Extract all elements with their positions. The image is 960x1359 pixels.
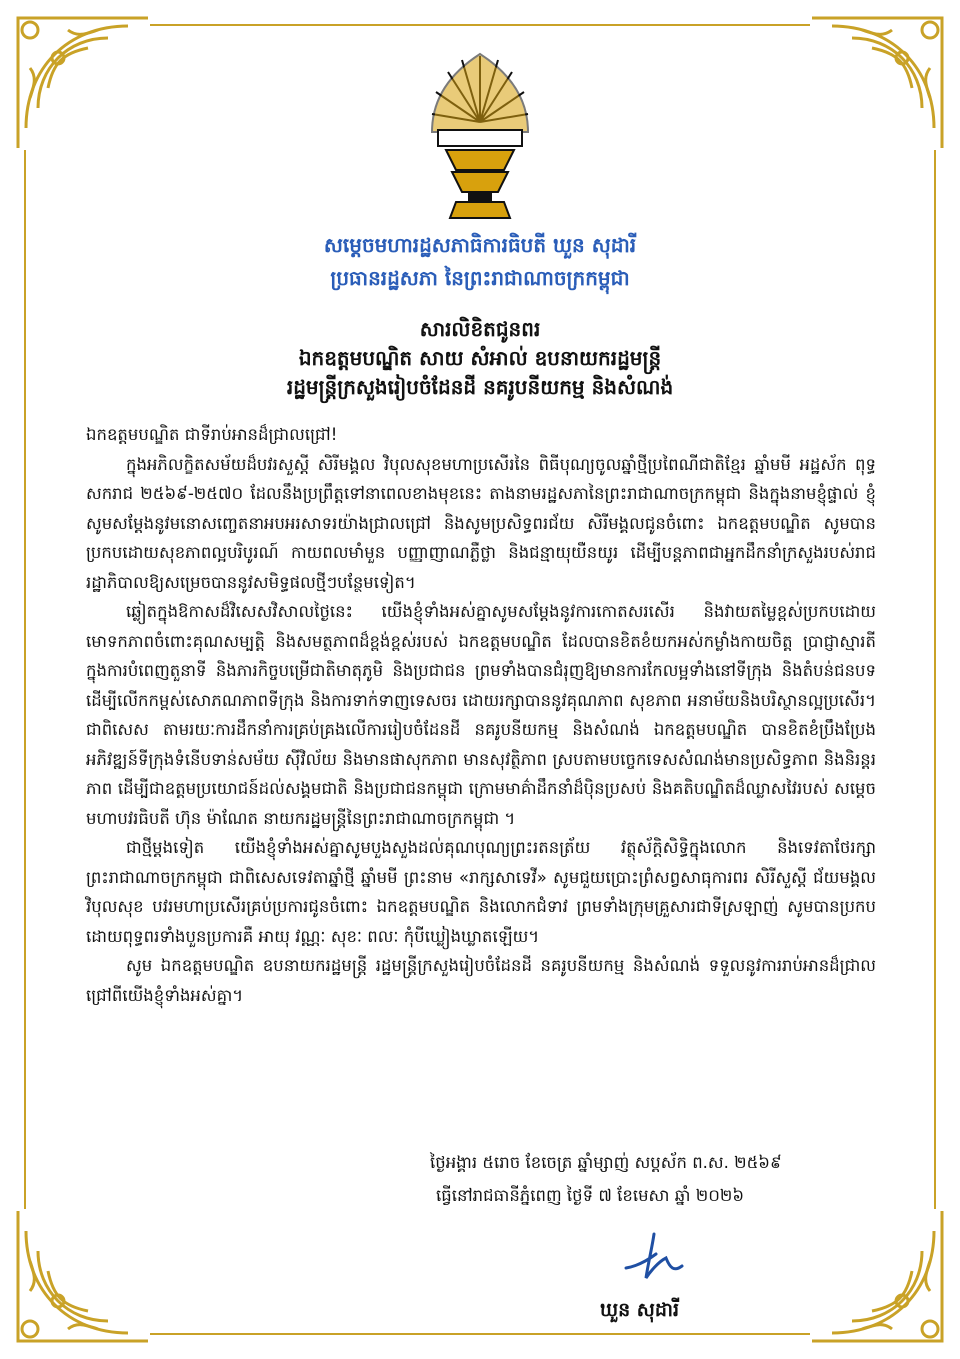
national-assembly-emblem — [428, 52, 532, 222]
paragraph-2: ឆ្លៀតក្នុងឱកាសដ៏វិសេសវិសាលថ្ងៃនេះ យើងខ្ញុំទាំងអស់គ្នាសូមសម្តែងនូវការកោតសរសើរ និងវាយតម្លៃខ្ពស់ប្រកបដោយមោទកភាពចំពោះគុណសម្បត្តិ និងសមត្ថភាពដ៏ខ្ពង់ខ្ពស់របស់ ឯកឧត្តមបណ្ឌិត ដែលបានខិតខំយកអស់កម្លាំងកាយចិត្ត ប្រាជ្ញាស្មារតី ក្នុងការបំពេញតួនាទី និងភារកិច្ចបម្រើជាតិមាតុភូមិ និងប្រជាជន ព្រមទាំងបានជំរុញឱ្យមានការកែលម្អទាំងនៅទីក្រុង និងតំបន់ជនបទ ដើម្បីលើកកម្ពស់សោភណភាពទីក្រុង និងការទាក់ទាញទេសចរ ដោយរក្សាបាននូវគុណភាព សុខភាព អនាម័យនិងបរិស្ថានល្អប្រសើរ។ ជាពិសេស តាមរយៈការដឹកនាំការគ្រប់គ្រងលើការរៀបចំដែនដី នគរូបនីយកម្ម និងសំណង់ ឯកឧត្តមបណ្ឌិត បានខិតខំប្រឹងប្រែងអភិវឌ្ឍន៍ទីក្រុងទំនើបទាន់សម័យ ស៊ីវិល័យ និងមានផាសុកភាព មានសុវត្ថិភាព ស្របតាមបច្ចេកទេសសំណង់មានប្រសិទ្ធភាព និងនិរន្តរភាព ដើម្បីជាឧត្តមប្រយោជន៍ដល់សង្គមជាតិ និងប្រជាជនកម្ពុជា ក្រោមមាគ៌ាដឹកនាំដ៏ប៉ិនប្រសប់ និងគតិបណ្ឌិតដ៏ឈ្លាសវៃរបស់ សម្តេចមហាបវរធិបតី ហ៊ុន ម៉ាណែត នាយករដ្ឋមន្ត្រីនៃព្រះរាជាណាចក្រកម្ពុជា ។ — [86, 602, 876, 828]
date-block — [430, 1146, 870, 1212]
border-bottom — [150, 1333, 810, 1335]
letter-title: សារលិខិតជូនពរ — [419, 317, 541, 341]
salutation: ឯកឧត្តមបណ្ឌិត ជាទីរាប់អានដ៏ជ្រាលជ្រៅ! — [86, 425, 338, 444]
place-and-date: ធ្វើនៅរាជធានីភ្នំពេញ ថ្ងៃទី ៧ ខែមេសា ឆ្នាំ ២០២៦ — [436, 1186, 745, 1205]
letter-body — [86, 420, 876, 1010]
signer-name: ឃួន សុដារី — [600, 1299, 679, 1321]
border-top — [150, 24, 810, 26]
ornament-corner-bottom-left — [8, 1201, 158, 1351]
lunar-date: ថ្ងៃអង្គារ ៥រោច ខែចេត្រ ឆ្នាំម្សាញ់ សប្តស័ក ព.ស. ២៥៦៩ — [430, 1153, 782, 1172]
border-left — [24, 150, 26, 1209]
sender-title: ប្រធានរដ្ឋសភា នៃព្រះរាជាណាចក្រកម្ពុជា — [330, 266, 630, 290]
recipient-title: រដ្ឋមន្រ្តីក្រសួងរៀបចំដែនដី នគរូបនីយកម្ម និងសំណង់ — [286, 375, 674, 399]
ornament-corner-top-left — [8, 8, 158, 158]
sender-name: សម្តេចមហារដ្ឋសភាធិការធិបតី ឃួន សុដារី — [323, 233, 637, 257]
ornament-corner-top-right — [802, 8, 952, 158]
ornament-corner-bottom-right — [802, 1201, 952, 1351]
paragraph-1: ក្នុងអភិលក្ខិតសម័យដ៏បវរសួស្តី សិរីមង្គល វិបុលសុខមហាប្រសើរនៃ ពិធីបុណ្យចូលឆ្នាំថ្មីប្រពៃណីជាតិខ្មែរ ឆ្នាំមមី អដ្ឋស័ក ពុទ្ធសករាជ ២៥៦៩-២៥៧០ ដែលនឹងប្រព្រឹត្តទៅនាពេលខាងមុខនេះ តាងនាមរដ្ឋសភានៃព្រះរាជាណាចក្រកម្ពុជា និងក្នុងនាមខ្ញុំផ្ទាល់ ខ្ញុំសូមសម្តែងនូវមនោសញ្ចេតនាអបអរសាទរយ៉ាងជ្រាលជ្រៅ និងសូមប្រសិទ្ធពរជ័យ សិរីមង្គលជូនចំពោះ ឯកឧត្តមបណ្ឌិត សូមបានប្រកបដោយសុខភាពល្អបរិបូរណ៍ កាយពលមាំមួន បញ្ញាញាណភ្លឺថ្លា និងជន្មាយុយឺនយូរ ដើម្បីបន្តភាពជាអ្នកដឹកនាំក្រសួងរបស់រាជរដ្ឋាភិបាលឱ្យសម្រេចបាននូវសមិទ្ធផលថ្មីៗបន្ថែមទៀត។ — [86, 454, 876, 592]
border-right — [934, 150, 936, 1209]
recipient-name: ឯកឧត្តមបណ្ឌិត សាយ សំអាល់ ឧបនាយករដ្ឋមន្រ្តី — [298, 346, 662, 370]
paragraph-3: ជាថ្មីម្តងទៀត យើងខ្ញុំទាំងអស់គ្នាសូមបួងសួងដល់គុណបុណ្យព្រះរតនត្រ័យ វត្ថុស័ក្តិសិទ្ធិក្នុងលោក និងទេវតាថែរក្សាព្រះរាជាណាចក្រកម្ពុជា ជាពិសេសទេវតាឆ្នាំថ្មី ឆ្នាំមមី ព្រះនាម «រាក្សសាទេវី» សូមជួយប្រោះព្រំសព្វសាធុការពរ សិរីសួស្តី ជ័យមង្គល វិបុលសុខ បវរមហាប្រសើរគ្រប់ប្រការជូនចំពោះ ឯកឧត្តមបណ្ឌិត និងលោកជំទាវ ព្រមទាំងក្រុមគ្រួសារជាទីស្រឡាញ់ សូមបានប្រកបដោយពុទ្ធពរទាំងបួនប្រការគឺ អាយុ វណ្ណៈ សុខៈ ពលៈ កុំបីឃ្លៀងឃ្លាតឡើយ។ — [86, 838, 876, 946]
signature — [618, 1228, 688, 1288]
paragraph-4: សូម ឯកឧត្តមបណ្ឌិត ឧបនាយករដ្ឋមន្ត្រី រដ្ឋមន្ត្រីក្រសួងរៀបចំដែនដី នគរូបនីយកម្ម និងសំណង់ ទទួលនូវការរាប់អានដ៏ជ្រាលជ្រៅពីយើងខ្ញុំទាំងអស់គ្នា។ — [86, 956, 876, 1005]
